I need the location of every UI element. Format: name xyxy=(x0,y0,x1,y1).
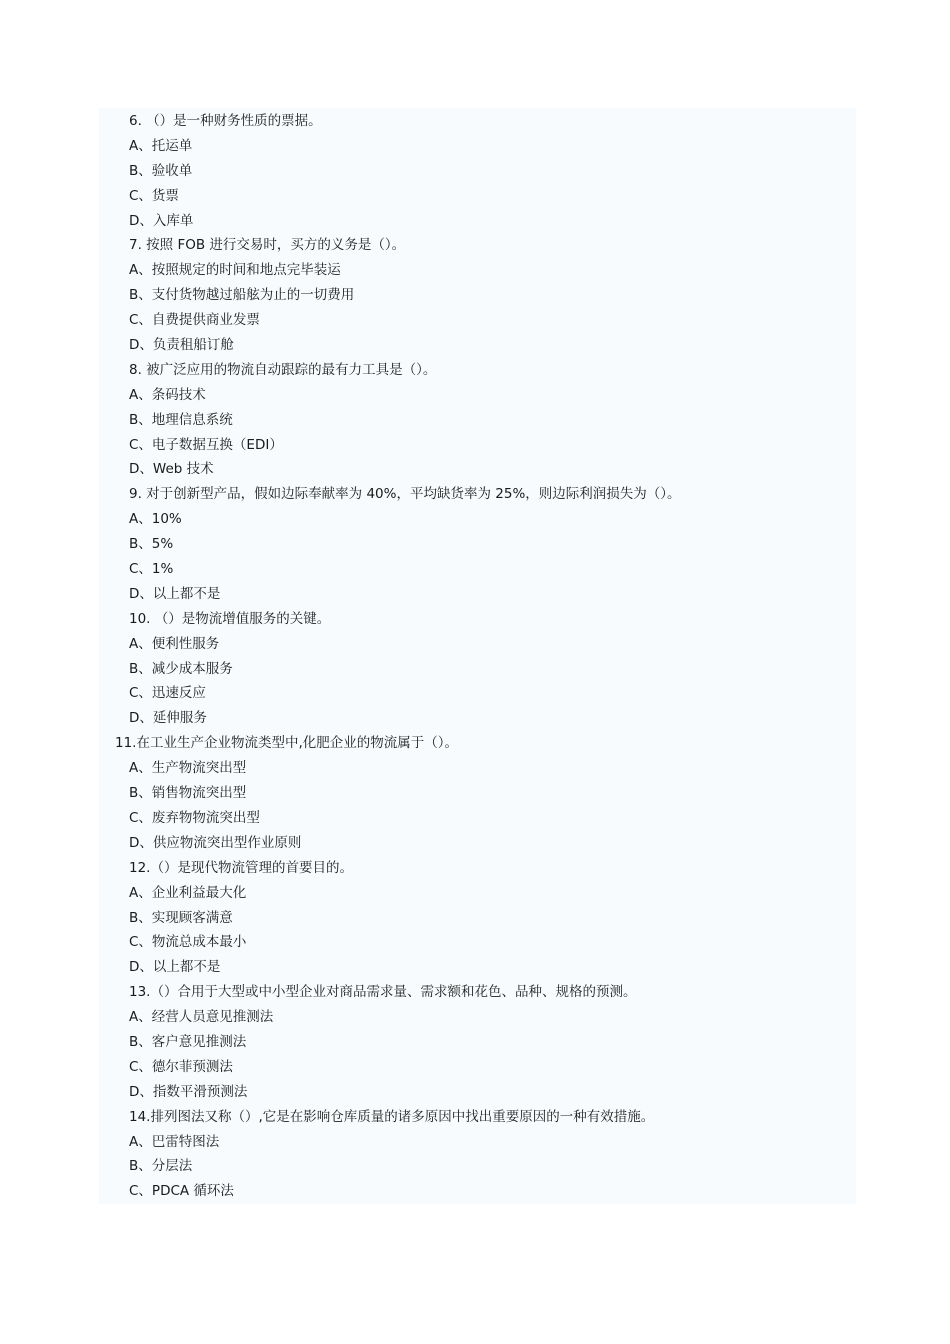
question-13-option-b: B、客户意见推测法 xyxy=(129,1033,247,1050)
question-6-option-d: D、入库单 xyxy=(129,212,194,229)
question-7-option-a: A、按照规定的时间和地点完毕装运 xyxy=(129,262,341,279)
question-10-option-c: C、迅速反应 xyxy=(129,685,206,702)
question-11-option-c: C、废弃物物流突出型 xyxy=(129,809,260,826)
question-8-option-b: B、地理信息系统 xyxy=(129,411,233,428)
question-6-option-b: B、验收单 xyxy=(129,162,193,179)
question-8-text: 8. 被广泛应用的物流自动跟踪的最有力工具是（）。 xyxy=(129,361,437,378)
question-14-option-c: C、PDCA 循环法 xyxy=(129,1183,234,1200)
question-7-option-b: B、支付货物越过船舷为止的一切费用 xyxy=(129,287,355,304)
question-12-option-c: C、物流总成本最小 xyxy=(129,934,247,951)
question-9-option-d: D、以上都不是 xyxy=(129,585,221,602)
question-14-option-b: B、分层法 xyxy=(129,1158,193,1175)
question-8-option-c: C、电子数据互换（EDI） xyxy=(129,436,283,453)
question-7-option-d: D、负责租船订舱 xyxy=(129,337,234,354)
question-14-text: 14.排列图法又称（）,它是在影响仓库质量的诸多原因中找出重要原因的一种有效措施。 xyxy=(129,1108,655,1125)
question-6-text: 6. （）是一种财务性质的票据。 xyxy=(129,113,322,129)
question-list xyxy=(0,109,950,1204)
question-11-option-a: A、生产物流突出型 xyxy=(129,760,247,777)
question-6-option-a: A、托运单 xyxy=(129,137,193,154)
question-7-text: 7. 按照 FOB 进行交易时，买方的义务是（）。 xyxy=(129,237,406,254)
question-10-option-a: A、便利性服务 xyxy=(129,635,220,652)
question-12-option-d: D、以上都不是 xyxy=(129,959,221,976)
question-14-option-a: A、巴雷特图法 xyxy=(129,1133,220,1150)
question-6-option-c: C、货票 xyxy=(129,187,179,204)
question-9-text: 9. 对于创新型产品，假如边际奉献率为 40%，平均缺货率为 25%，则边际利润损失为（）。 xyxy=(129,486,681,503)
question-9-option-c: C、1% xyxy=(129,561,174,578)
question-7-option-c: C、自费提供商业发票 xyxy=(129,312,260,329)
question-9-option-a: A、10% xyxy=(129,511,182,528)
question-8-option-d: D、Web 技术 xyxy=(129,461,214,478)
question-11-option-b: B、销售物流突出型 xyxy=(129,785,247,802)
question-11-text: 11.在工业生产企业物流类型中,化肥企业的物流属于（）。 xyxy=(115,735,459,752)
question-10-option-d: D、延伸服务 xyxy=(129,710,207,727)
question-12-option-b: B、实现顾客满意 xyxy=(129,909,233,926)
question-11-option-d: D、供应物流突出型作业原则 xyxy=(129,834,302,851)
question-12-option-a: A、企业利益最大化 xyxy=(129,884,247,901)
question-10-text: 10. （）是物流增值服务的关键。 xyxy=(129,610,331,627)
question-12-text: 12.（）是现代物流管理的首要目的。 xyxy=(129,859,353,876)
question-13-option-d: D、指数平滑预测法 xyxy=(129,1083,248,1100)
question-13-text: 13.（）合用于大型或中小型企业对商品需求量、需求额和花色、品种、规格的预测。 xyxy=(129,984,637,1001)
question-13-option-c: C、德尔菲预测法 xyxy=(129,1058,233,1075)
question-9-option-b: B、5% xyxy=(129,536,174,553)
question-10-option-b: B、减少成本服务 xyxy=(129,660,233,677)
question-13-option-a: A、经营人员意见推测法 xyxy=(129,1009,274,1026)
question-8-option-a: A、条码技术 xyxy=(129,386,206,403)
